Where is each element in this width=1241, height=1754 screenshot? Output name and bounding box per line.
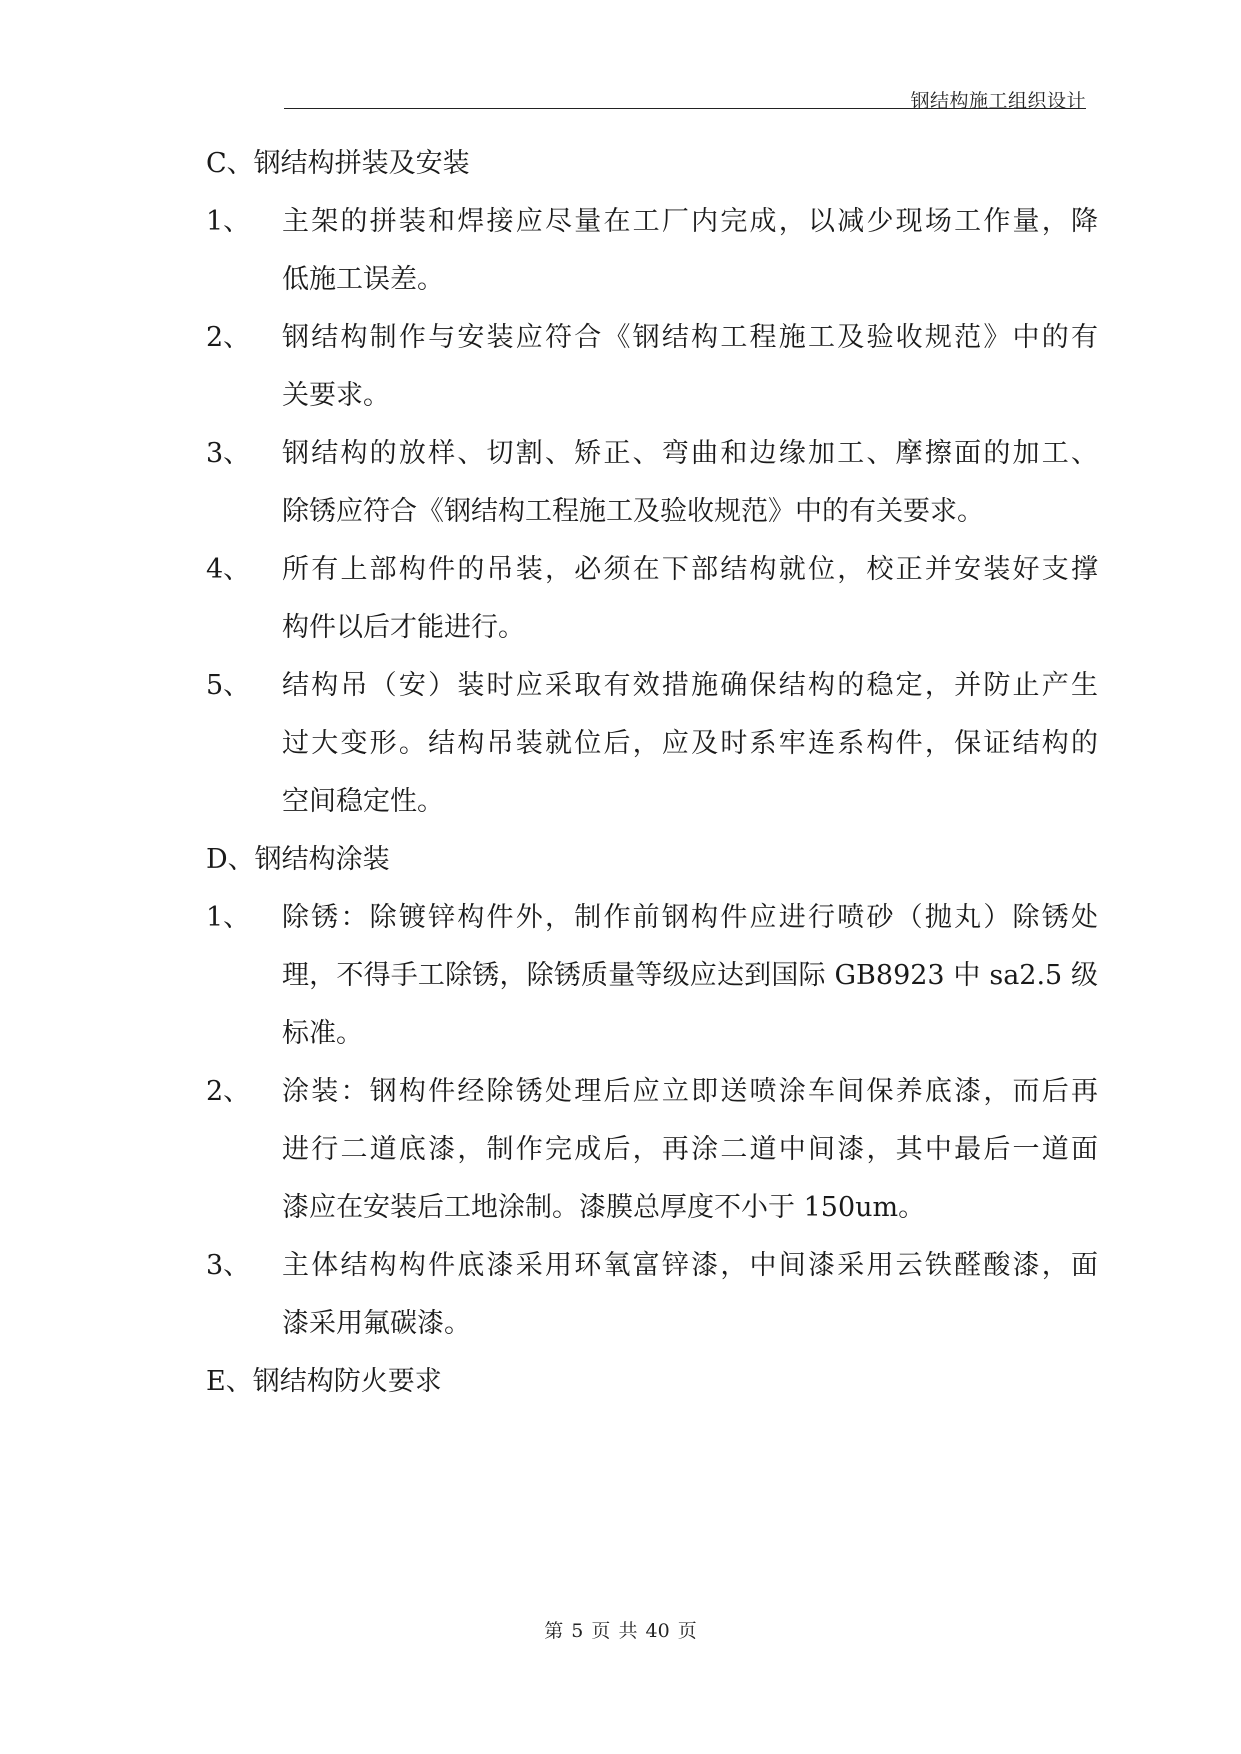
list-item-line: 过大变形。结构吊装就位后，应及时系牢连系构件，保证结构的	[282, 728, 1098, 759]
list-item-line: 涂装：钢构件经除锈处理后应立即送喷涂车间保养底漆，而后再	[282, 1076, 1098, 1107]
list-item-number: 3、	[206, 438, 251, 469]
list-item-line: 钢结构的放样、切割、矫正、弯曲和边缘加工、摩擦面的加工、	[282, 438, 1098, 469]
list-item-line: 空间稳定性。	[282, 786, 444, 817]
list-item-number: 3、	[206, 1250, 251, 1281]
list-item-line: 除锈应符合《钢结构工程施工及验收规范》中的有关要求。	[282, 496, 984, 527]
list-item-number: 1、	[206, 206, 251, 237]
page-number: 第 5 页 共 40 页	[544, 1620, 697, 1642]
list-item-line: 钢结构制作与安装应符合《钢结构工程施工及验收规范》中的有	[282, 322, 1098, 353]
section-heading-c: C、钢结构拼装及安装	[206, 148, 470, 179]
list-item-line: 主体结构构件底漆采用环氧富锌漆，中间漆采用云铁醛酸漆，面	[282, 1250, 1098, 1281]
list-item-line: 构件以后才能进行。	[282, 612, 525, 643]
list-item-number: 2、	[206, 1076, 251, 1107]
list-item-line: 结构吊（安）装时应采取有效措施确保结构的稳定，并防止产生	[282, 670, 1098, 701]
list-item-line: 关要求。	[282, 380, 390, 411]
list-item-line: 理，不得手工除锈，除锈质量等级应达到国际 GB8923 中 sa2.5 级	[282, 960, 1098, 991]
section-heading-d: D、钢结构涂装	[206, 844, 390, 875]
list-item-line: 除锈：除镀锌构件外，制作前钢构件应进行喷砂（抛丸）除锈处	[282, 902, 1098, 933]
list-item-number: 4、	[206, 554, 251, 585]
header-rule	[284, 108, 1086, 109]
list-item-number: 5、	[206, 670, 251, 701]
list-item-line: 所有上部构件的吊装，必须在下部结构就位，校正并安装好支撑	[282, 554, 1098, 585]
list-item-line: 标准。	[282, 1018, 363, 1049]
section-heading-e: E、钢结构防火要求	[206, 1366, 442, 1397]
list-item-line: 进行二道底漆，制作完成后，再涂二道中间漆，其中最后一道面	[282, 1134, 1098, 1165]
header-title: 钢结构施工组织设计	[910, 90, 1086, 112]
list-item-line: 主架的拼装和焊接应尽量在工厂内完成，以减少现场工作量，降	[282, 206, 1098, 237]
list-item-line: 漆采用氟碳漆。	[282, 1308, 471, 1339]
list-item-number: 1、	[206, 902, 251, 933]
list-item-line: 漆应在安装后工地涂制。漆膜总厚度不小于 150um。	[282, 1192, 926, 1223]
list-item-number: 2、	[206, 322, 251, 353]
list-item-line: 低施工误差。	[282, 264, 444, 295]
